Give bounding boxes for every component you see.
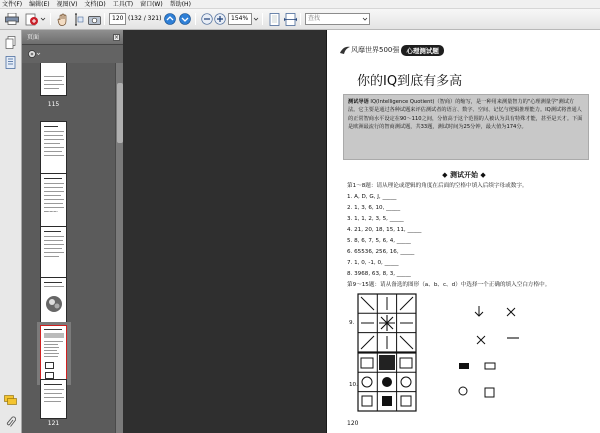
fit-width-button[interactable]: [282, 12, 298, 26]
menu-view[interactable]: 视图(V): [56, 0, 78, 8]
menu-edit[interactable]: 编辑(E): [29, 0, 50, 8]
text-select-icon: [72, 13, 84, 26]
banner-brand: 风靡世界500强: [351, 46, 400, 54]
chevron-down-icon: [253, 16, 259, 22]
fit-width-icon: [284, 13, 297, 26]
thumbnail-label: 115: [47, 101, 60, 108]
question-instruction: 第1～8题：请从理论或逻辑的角度在后面的空格中填入后续字母或数字。: [347, 183, 528, 189]
close-panel-button[interactable]: ×: [114, 34, 120, 41]
toolbar: [0, 9, 600, 30]
hand-tool-button[interactable]: [55, 12, 71, 26]
create-pdf-icon: [25, 13, 39, 26]
page-banner: [339, 44, 444, 56]
options-icon: [27, 48, 41, 60]
pages-panel: [22, 30, 123, 433]
menu-document[interactable]: 文档(D): [84, 0, 106, 8]
page-number: 120: [347, 420, 359, 427]
page-count-label: (132 / 321): [128, 15, 162, 22]
zoom-in-icon: [214, 13, 226, 25]
menu-bar: [0, 0, 600, 9]
intro-box: [343, 94, 589, 160]
page-number-input[interactable]: 120: [109, 13, 126, 25]
thumbnail-label: 121: [47, 420, 60, 427]
print-button[interactable]: [4, 12, 20, 26]
question-9-matrix: [357, 293, 417, 353]
zoom-in-button[interactable]: [212, 12, 228, 26]
snapshot-button[interactable]: [86, 12, 102, 26]
menu-tools[interactable]: 工具(T): [112, 0, 134, 8]
question-item: 8. 3968, 63, 8, 3, _____: [347, 271, 411, 277]
question-item: 3. 1, 1, 2, 3, 5, _____: [347, 216, 404, 222]
question-instruction: 第9～15题：请从备选的图形（a、b、c、d）中选择一个正确的填入空白方格中。: [347, 282, 551, 288]
page-thumbnail[interactable]: [40, 63, 67, 96]
page-thumbnail[interactable]: [40, 379, 67, 419]
question-item: 5. 8, 6, 7, 5, 6, 4, _____: [347, 238, 411, 244]
thumbnail-label: 119: [47, 315, 60, 322]
question-number: 9.: [349, 320, 355, 326]
comments-nav-button[interactable]: [3, 393, 18, 408]
zoom-dropdown[interactable]: [253, 16, 259, 22]
thumbnail-label: 118: [47, 263, 60, 270]
question-item: 1. A, D, G, J, _____: [347, 194, 397, 200]
question-9-options: [467, 298, 527, 353]
thumbnail-scrollbar[interactable]: [115, 63, 123, 433]
arrow-down-icon: [179, 13, 191, 25]
intro-text: IQ(Intelligence Quotient)（智商）的缩写，是一种用来测量智力的"心理测量学"测试方法。它主要是通过各种试题来评估测试者的语言、数字、空间、记忆与逻辑推理能力。IQ测试将普通人的正常智商水平设定在90～110之间，分值高于这个范围的人被认为具有特殊才能，甚至是天才。下面是欧洲最流行的智商测试题，共33题，测试时间为25分钟，最大值为174分。: [348, 99, 583, 131]
comment-icon: [4, 395, 17, 406]
menu-help[interactable]: 帮助(H): [169, 0, 191, 8]
brand-logo-icon: [339, 45, 351, 55]
paperclip-icon: [6, 416, 16, 429]
navigation-strip: [0, 30, 22, 433]
question-10-matrix: [357, 352, 417, 412]
pdf-page: [326, 30, 600, 433]
select-tool-button[interactable]: [70, 12, 86, 26]
document-view[interactable]: [123, 30, 600, 433]
zoom-level-input[interactable]: 154%: [228, 13, 252, 25]
hand-icon: [57, 13, 69, 26]
search-input[interactable]: 查找: [305, 13, 370, 25]
test-start-heading: ◆ 测试开始 ◆: [442, 171, 486, 179]
pages-panel-title: 页面: [27, 34, 40, 41]
pages-panel-header: [22, 30, 123, 45]
page-title: 你的IQ到底有多高: [357, 74, 463, 89]
thumbnail-label: 116: [47, 156, 60, 163]
bookmarks-nav-button[interactable]: [3, 55, 18, 70]
page-thumbnail[interactable]: [40, 173, 67, 230]
create-button[interactable]: [24, 12, 40, 26]
fit-page-icon: [269, 13, 280, 26]
question-10-options: [455, 355, 515, 410]
question-number: 10.: [349, 382, 358, 388]
create-dropdown[interactable]: [40, 16, 46, 22]
intro-label: 测试导语: [348, 99, 369, 105]
fit-page-button[interactable]: [266, 12, 282, 26]
menu-window[interactable]: 窗口(W): [140, 0, 163, 8]
page-thumbnail[interactable]: [40, 226, 67, 283]
printer-icon: [5, 13, 19, 25]
thumbnail-list[interactable]: [22, 63, 115, 433]
camera-icon: [88, 14, 101, 25]
next-page-button[interactable]: [177, 12, 193, 26]
arrow-up-icon: [164, 13, 176, 25]
question-item: 7. 1, 0, -1, 0, _____: [347, 260, 399, 266]
previous-page-button[interactable]: [162, 12, 178, 26]
search-dropdown[interactable]: [362, 16, 368, 22]
question-item: 6. 65536, 256, 16, _____: [347, 249, 415, 255]
attachments-nav-button[interactable]: [3, 415, 18, 430]
options-button[interactable]: [27, 48, 41, 60]
thumbnail-label: 117: [47, 211, 60, 218]
pages-nav-button[interactable]: [3, 35, 18, 50]
pages-icon: [5, 36, 16, 49]
chevron-down-icon: [362, 16, 368, 22]
page-thumbnail[interactable]: [40, 121, 67, 178]
banner-pill: 心理测试题: [401, 45, 444, 56]
bookmark-icon: [5, 56, 16, 69]
page-thumbnail-selected[interactable]: [40, 325, 67, 382]
chevron-down-icon: [40, 16, 46, 22]
question-item: 4. 21, 20, 18, 15, 11, _____: [347, 227, 422, 233]
panel-options-bar: [22, 45, 123, 63]
menu-file[interactable]: 文件(F): [2, 0, 23, 8]
question-item: 2. 1, 3, 6, 10, _____: [347, 205, 401, 211]
